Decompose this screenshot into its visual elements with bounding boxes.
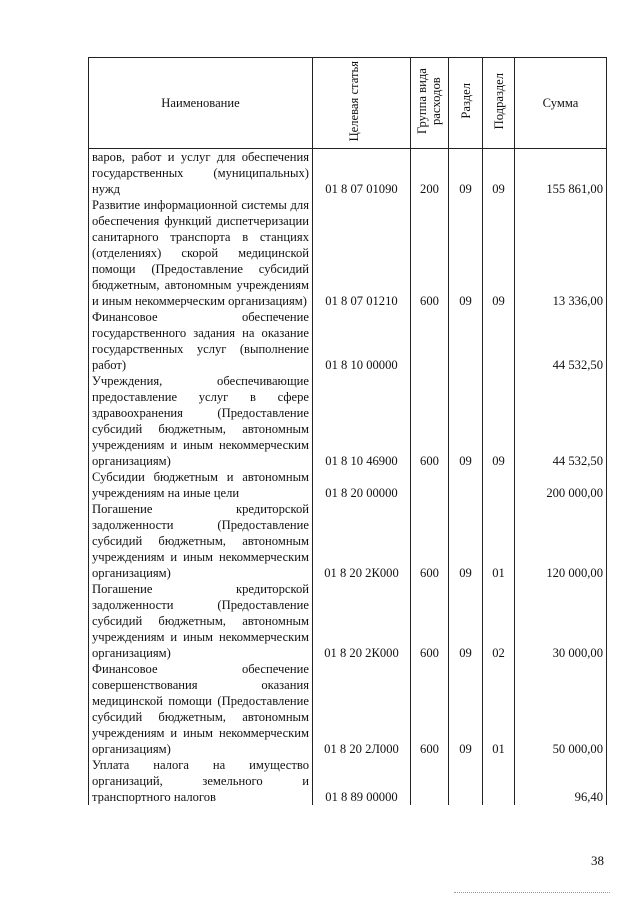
- cell-expense-group: 600: [411, 581, 449, 661]
- cell-subsection: 09: [483, 197, 515, 309]
- table-row: [89, 661, 607, 757]
- cell-section: 09: [449, 373, 483, 469]
- table-row: [89, 149, 607, 198]
- cell-name: варов, работ и услуг для обеспечения государственных (муниципальных) нужд: [89, 149, 313, 198]
- cell-sum: 50 000,00: [515, 661, 607, 757]
- cell-target: 01 8 07 01210: [313, 197, 411, 309]
- cell-target: 01 8 10 46900: [313, 373, 411, 469]
- cell-sum: 200 000,00: [515, 469, 607, 501]
- cell-subsection: 02: [483, 581, 515, 661]
- budget-table: [88, 57, 607, 805]
- cell-section: 09: [449, 661, 483, 757]
- cell-section: [449, 757, 483, 805]
- table-header: [89, 58, 607, 149]
- cell-name: Развитие информационной системы для обеспечения функций диспетчеризации санитарного транспорта в станциях (отделениях) скорой медицинской помощи (Предоставление субсидий бюджетным, автономным учреждениям и иным некоммерческим организациям): [89, 197, 313, 309]
- cell-name: Субсидии бюджетным и автономным учреждениям на иные цели: [89, 469, 313, 501]
- header-expense-group: Группа вида расходов: [411, 58, 449, 149]
- cell-name: Уплата налога на имущество организаций, земельного и транспортного налогов: [89, 757, 313, 805]
- cell-section: 09: [449, 149, 483, 198]
- table-row: [89, 581, 607, 661]
- cell-expense-group: 600: [411, 197, 449, 309]
- table-row: [89, 309, 607, 373]
- cell-expense-group: 200: [411, 149, 449, 198]
- cell-subsection: 01: [483, 661, 515, 757]
- cell-target: 01 8 07 01090: [313, 149, 411, 198]
- cell-target: 01 8 20 00000: [313, 469, 411, 501]
- cell-sum: 44 532,50: [515, 373, 607, 469]
- cell-name: Погашение кредиторской задолженности (Предоставление субсидий бюджетным, автономным учреждениям и иным некоммерческим организациям): [89, 581, 313, 661]
- cell-subsection: [483, 469, 515, 501]
- cell-subsection: [483, 757, 515, 805]
- cell-sum: 30 000,00: [515, 581, 607, 661]
- cell-subsection: 09: [483, 149, 515, 198]
- cell-sum: 96,40: [515, 757, 607, 805]
- cell-sum: 120 000,00: [515, 501, 607, 581]
- header-subsection: Подраздел: [483, 58, 515, 149]
- table-row: [89, 501, 607, 581]
- table-body: [89, 149, 607, 806]
- cell-target: 01 8 10 00000: [313, 309, 411, 373]
- table-row: [89, 197, 607, 309]
- cell-section: 09: [449, 581, 483, 661]
- cell-sum: 13 336,00: [515, 197, 607, 309]
- cell-name: Погашение кредиторской задолженности (Предоставление субсидий бюджетным, автономным учреждениям и иным некоммерческим организациям): [89, 501, 313, 581]
- page-number: 38: [591, 853, 604, 868]
- cell-section: [449, 309, 483, 373]
- cell-section: 09: [449, 197, 483, 309]
- header-section: Раздел: [449, 58, 483, 149]
- header-name: Наименование: [89, 58, 313, 149]
- cell-target: 01 8 89 00000: [313, 757, 411, 805]
- cell-target: 01 8 20 2Л000: [313, 661, 411, 757]
- cell-subsection: 09: [483, 373, 515, 469]
- cell-sum: 155 861,00: [515, 149, 607, 198]
- cell-expense-group: [411, 309, 449, 373]
- table-row: [89, 469, 607, 501]
- cell-name: Финансовое обеспечение государственного задания на оказание государственных услуг (выполнение работ): [89, 309, 313, 373]
- cell-subsection: [483, 309, 515, 373]
- table-row: [89, 757, 607, 805]
- table-row: [89, 373, 607, 469]
- cell-section: 09: [449, 501, 483, 581]
- cell-name: Финансовое обеспечение совершенствования оказания медицинской помощи (Предоставление субсидий бюджетным, автономным учреждениям и иным некоммерческим организациям): [89, 661, 313, 757]
- cell-sum: 44 532,50: [515, 309, 607, 373]
- cell-expense-group: 600: [411, 501, 449, 581]
- header-target: Целевая статья: [313, 58, 411, 149]
- scan-artifact-line: [454, 892, 610, 893]
- cell-expense-group: [411, 757, 449, 805]
- cell-target: 01 8 20 2К000: [313, 581, 411, 661]
- cell-target: 01 8 20 2К000: [313, 501, 411, 581]
- cell-name: Учреждения, обеспечивающие предоставление услуг в сфере здравоохранения (Предоставление субсидий бюджетным, автономным учреждениям и иным некоммерческим организациям): [89, 373, 313, 469]
- header-sum: Сумма: [515, 58, 607, 149]
- cell-subsection: 01: [483, 501, 515, 581]
- cell-expense-group: 600: [411, 373, 449, 469]
- cell-expense-group: 600: [411, 661, 449, 757]
- cell-section: [449, 469, 483, 501]
- cell-expense-group: [411, 469, 449, 501]
